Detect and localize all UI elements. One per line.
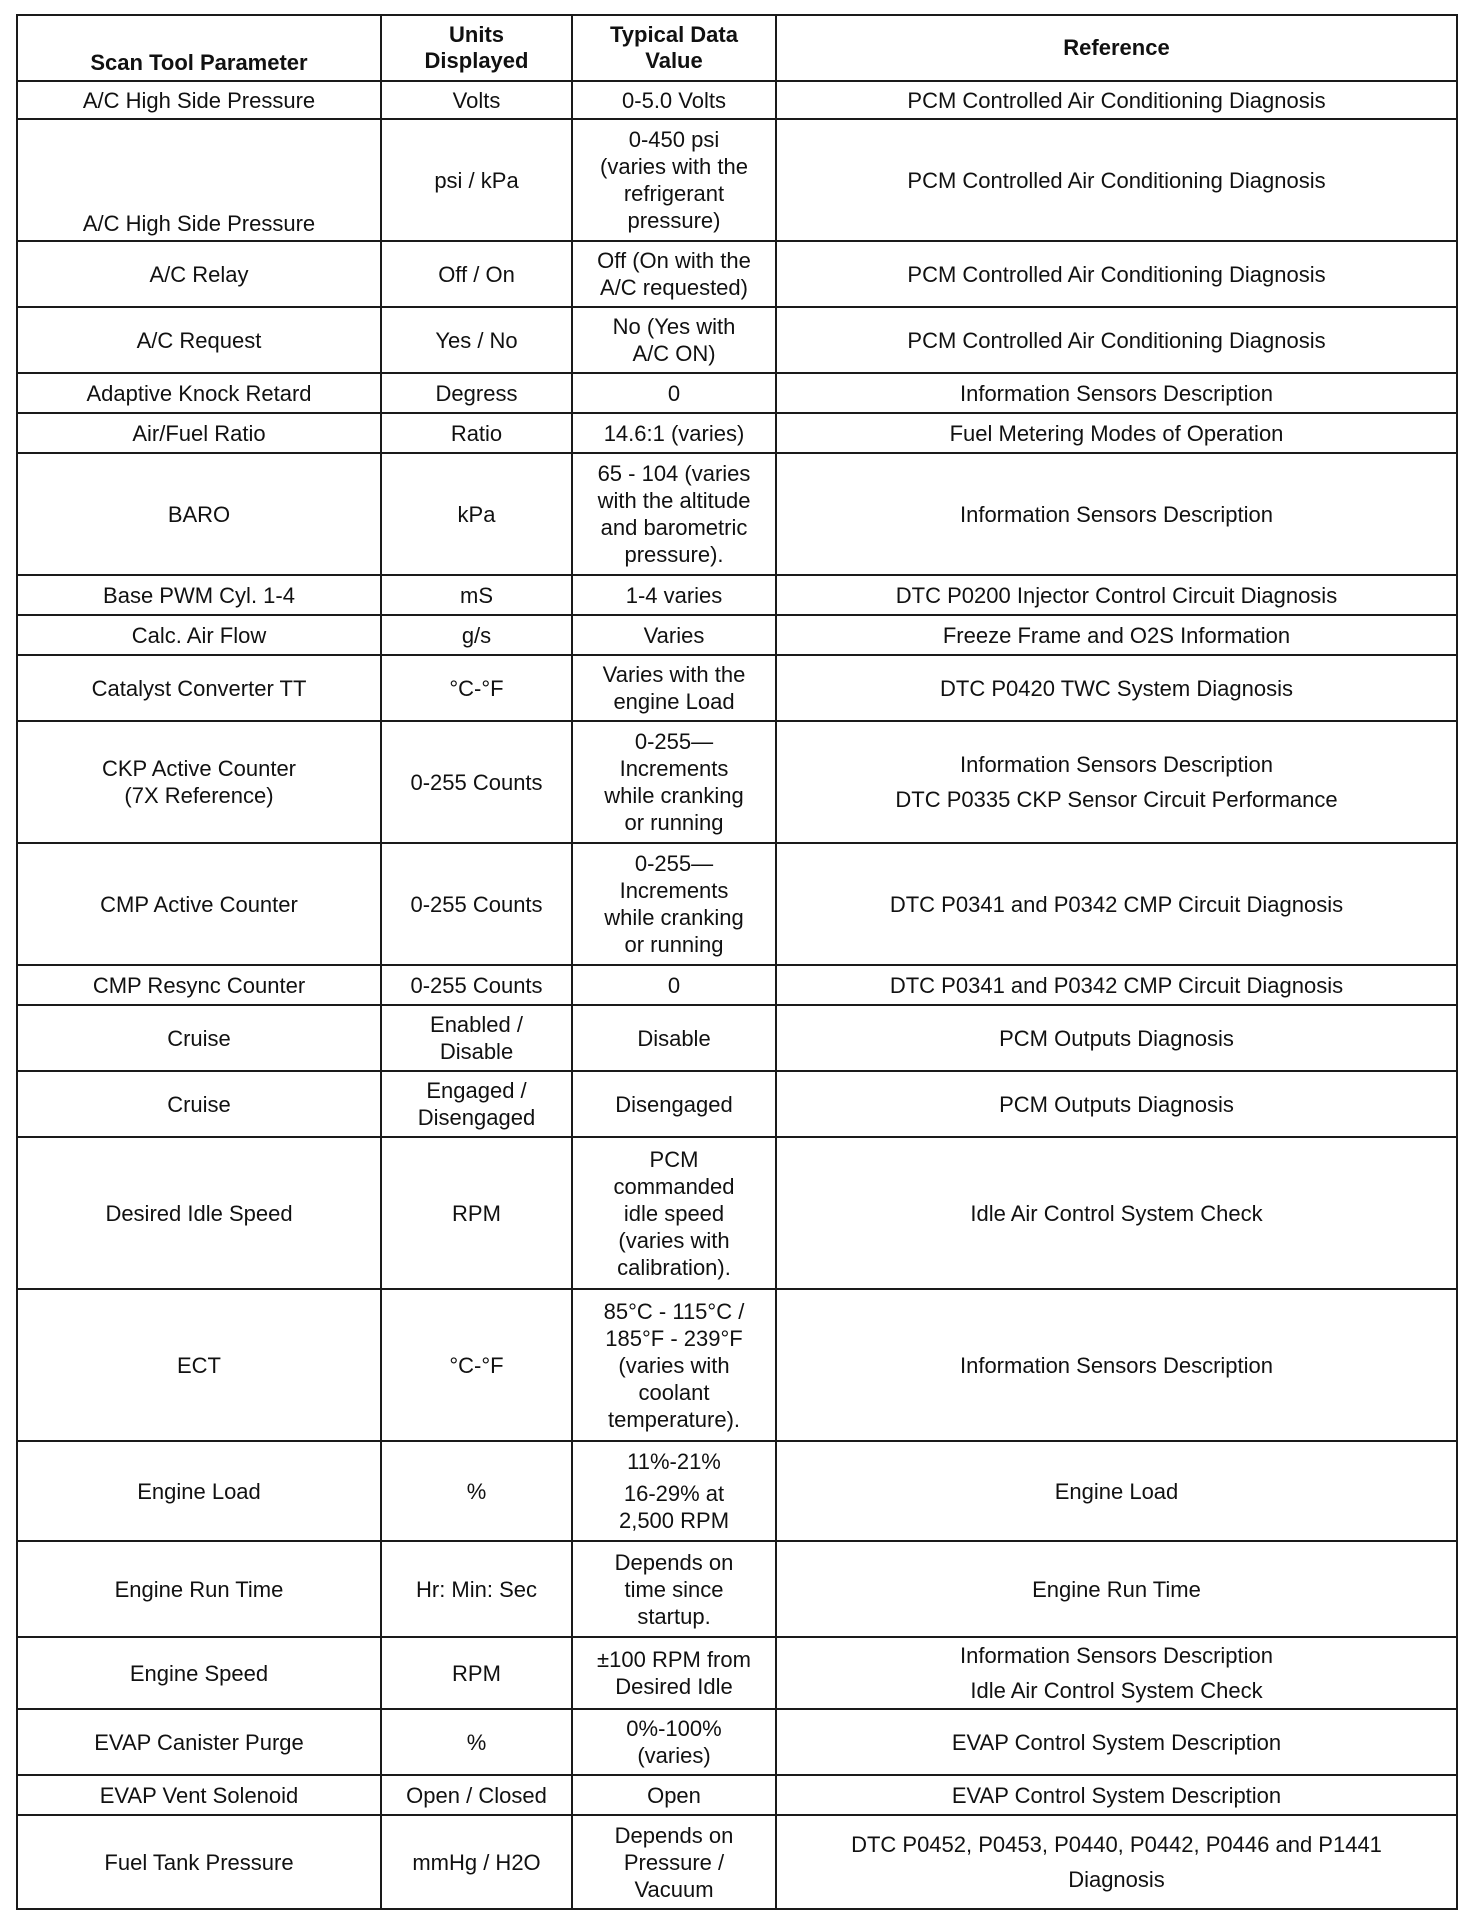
units-text-line: Disengaged xyxy=(417,1105,536,1130)
units-cell xyxy=(381,615,572,655)
value-text-line: Depends on xyxy=(614,1822,734,1848)
reference-cell xyxy=(776,965,1457,1005)
value-cell xyxy=(572,1137,776,1289)
value-text-line: (varies with xyxy=(618,1352,730,1378)
table-row xyxy=(17,1775,1457,1815)
parameter-cell xyxy=(17,413,381,453)
units-cell xyxy=(381,1709,572,1775)
parameter-cell xyxy=(17,241,381,307)
value-cell xyxy=(572,1775,776,1815)
table-row xyxy=(17,1005,1457,1071)
value-text-line: or running xyxy=(624,810,724,835)
reference-cell xyxy=(776,1541,1457,1637)
reference-text-line: Idle Air Control System Check xyxy=(970,1200,1263,1226)
header-reference: Reference xyxy=(776,15,1457,81)
value-text-line: idle speed xyxy=(623,1200,725,1226)
parameter-text-line: Base PWM Cyl. 1-4 xyxy=(103,582,295,608)
parameter-text-line: Cruise xyxy=(167,1091,231,1117)
reference-text-line: PCM Controlled Air Conditioning Diagnosis xyxy=(907,261,1326,287)
table-row xyxy=(17,615,1457,655)
table-row xyxy=(17,1815,1457,1909)
reference-cell xyxy=(776,1709,1457,1775)
value-text-line: 65 - 104 (varies xyxy=(597,461,751,486)
parameter-text-line: CMP Active Counter xyxy=(100,891,298,917)
value-text-line: Increments xyxy=(619,878,729,903)
value-text-line: A/C requested) xyxy=(600,275,748,300)
table-row xyxy=(17,1541,1457,1637)
parameter-cell xyxy=(17,655,381,721)
reference-cell xyxy=(776,575,1457,615)
units-cell xyxy=(381,1637,572,1709)
table-row xyxy=(17,575,1457,615)
reference-cell xyxy=(776,1289,1457,1441)
parameter-cell xyxy=(17,965,381,1005)
value-text-line: (varies with the xyxy=(600,154,748,179)
header-value-line2: Value xyxy=(645,48,703,73)
table-row xyxy=(17,453,1457,575)
reference-text-line: Information Sensors Description xyxy=(959,380,1274,406)
units-text-line: 0-255 Counts xyxy=(410,972,543,998)
reference-cell xyxy=(776,1137,1457,1289)
line-gap xyxy=(782,1858,1451,1866)
parameter-cell xyxy=(17,453,381,575)
value-text-line: pressure) xyxy=(627,208,721,233)
reference-text-line: PCM Controlled Air Conditioning Diagnosis xyxy=(907,167,1326,193)
table-row xyxy=(17,965,1457,1005)
table-row xyxy=(17,241,1457,307)
value-text-line: 14.6:1 (varies) xyxy=(603,420,745,446)
parameter-cell xyxy=(17,1005,381,1071)
value-cell xyxy=(572,413,776,453)
line-gap xyxy=(782,1669,1451,1677)
value-text-line: 0-450 psi xyxy=(628,127,720,152)
reference-text-line: Fuel Metering Modes of Operation xyxy=(949,420,1284,446)
value-text-line: 1-4 varies xyxy=(625,582,723,608)
parameter-text-line: Engine Run Time xyxy=(114,1576,284,1602)
value-text-line: Varies xyxy=(643,622,705,648)
reference-text-line: Idle Air Control System Check xyxy=(970,1678,1263,1703)
parameter-cell xyxy=(17,119,381,241)
parameter-cell xyxy=(17,1775,381,1815)
value-text-line: Varies with the xyxy=(602,662,746,687)
parameter-text-line: A/C Request xyxy=(136,327,262,353)
parameter-text-line: Engine Speed xyxy=(129,1660,269,1686)
parameter-text-line: CKP Active Counter xyxy=(101,756,297,781)
line-gap xyxy=(782,778,1451,786)
reference-cell xyxy=(776,721,1457,843)
value-text-line: refrigerant xyxy=(623,181,725,206)
table-row xyxy=(17,1289,1457,1441)
reference-text-line: Freeze Frame and O2S Information xyxy=(942,622,1291,648)
value-text-line: A/C ON) xyxy=(632,341,716,366)
value-text-line: Vacuum xyxy=(634,1876,714,1902)
units-cell xyxy=(381,1005,572,1071)
units-cell xyxy=(381,81,572,119)
value-text-line: Desired Idle xyxy=(615,1674,733,1699)
value-text-line: 0%-100% xyxy=(626,1716,722,1741)
reference-text-line: Information Sensors Description xyxy=(959,752,1274,777)
units-text-line: °C-°F xyxy=(449,1352,504,1378)
reference-cell xyxy=(776,413,1457,453)
reference-cell xyxy=(776,1071,1457,1137)
parameter-cell xyxy=(17,307,381,373)
units-cell xyxy=(381,1441,572,1541)
reference-cell xyxy=(776,615,1457,655)
units-text-line: Enabled / xyxy=(430,1012,523,1037)
value-text-line: Open xyxy=(647,1782,701,1808)
value-text-line: PCM xyxy=(649,1146,699,1172)
table-row xyxy=(17,655,1457,721)
units-cell xyxy=(381,1289,572,1441)
value-cell xyxy=(572,1289,776,1441)
value-cell xyxy=(572,843,776,965)
parameter-cell xyxy=(17,373,381,413)
reference-cell xyxy=(776,119,1457,241)
parameter-text-line: BARO xyxy=(167,501,231,527)
header-typical-data-value xyxy=(572,15,776,81)
parameter-text-line: A/C Relay xyxy=(149,261,249,287)
reference-text-line: DTC P0452, P0453, P0440, P0442, P0446 and P1441 xyxy=(851,1832,1382,1857)
units-cell xyxy=(381,307,572,373)
units-text-line: g/s xyxy=(461,622,492,648)
reference-cell xyxy=(776,1637,1457,1709)
parameter-cell xyxy=(17,81,381,119)
reference-text-line: Engine Run Time xyxy=(1032,1576,1201,1602)
header-units-displayed xyxy=(381,15,572,81)
units-cell xyxy=(381,721,572,843)
reference-cell xyxy=(776,1775,1457,1815)
reference-text-line: PCM Controlled Air Conditioning Diagnosis xyxy=(907,87,1326,113)
value-text-line: 2,500 RPM xyxy=(618,1508,730,1533)
value-cell xyxy=(572,373,776,413)
parameter-text-line: Cruise xyxy=(167,1025,231,1051)
reference-cell xyxy=(776,241,1457,307)
value-cell xyxy=(572,1815,776,1909)
value-text-line: coolant xyxy=(638,1379,710,1405)
value-text-line: with the altitude xyxy=(597,488,751,513)
units-text-line: psi / kPa xyxy=(434,167,519,193)
header-units-line2: Displayed xyxy=(424,48,529,73)
units-text-line: RPM xyxy=(452,1200,501,1226)
reference-text-line: DTC P0341 and P0342 CMP Circuit Diagnosis xyxy=(889,891,1344,917)
reference-text-line: Information Sensors Description xyxy=(959,1352,1274,1378)
parameter-cell xyxy=(17,1637,381,1709)
value-text-line: calibration). xyxy=(617,1254,731,1280)
reference-cell xyxy=(776,1441,1457,1541)
parameter-cell xyxy=(17,1709,381,1775)
parameter-text-line: A/C High Side Pressure xyxy=(82,87,316,113)
parameter-text-line: EVAP Vent Solenoid xyxy=(99,1782,299,1808)
reference-text-line: DTC P0200 Injector Control Circuit Diagnosis xyxy=(895,582,1338,608)
table-row xyxy=(17,1637,1457,1709)
parameter-text-line: EVAP Canister Purge xyxy=(94,1729,304,1755)
units-cell xyxy=(381,1775,572,1815)
value-text-line: Disengaged xyxy=(615,1091,733,1117)
parameter-cell xyxy=(17,615,381,655)
value-text-line: ±100 RPM from xyxy=(597,1647,751,1672)
value-cell xyxy=(572,965,776,1005)
reference-text-line: PCM Controlled Air Conditioning Diagnosis xyxy=(907,327,1326,353)
units-cell xyxy=(381,373,572,413)
value-text-line: Increments xyxy=(619,756,729,781)
value-text-line: Off (On with the xyxy=(597,248,751,273)
parameter-text-line: CMP Resync Counter xyxy=(92,972,306,998)
reference-cell xyxy=(776,1005,1457,1071)
parameter-cell xyxy=(17,575,381,615)
parameter-text-line: Air/Fuel Ratio xyxy=(132,420,266,446)
value-text-line: 85°C - 115°C / xyxy=(603,1298,745,1324)
table-row xyxy=(17,1071,1457,1137)
value-text-line: 0-255— xyxy=(634,729,714,754)
header-units-line1: Units xyxy=(449,22,504,47)
units-text-line: Open / Closed xyxy=(406,1782,547,1808)
table-body xyxy=(17,81,1457,1909)
parameter-cell xyxy=(17,721,381,843)
value-text-line: and barometric xyxy=(600,515,748,540)
value-text-line: startup. xyxy=(637,1603,711,1629)
units-cell xyxy=(381,655,572,721)
parameter-text-line: Fuel Tank Pressure xyxy=(104,1849,294,1875)
value-text-line: Depends on xyxy=(614,1549,734,1575)
value-cell xyxy=(572,575,776,615)
header-row xyxy=(17,15,1457,81)
parameter-text-line: ECT xyxy=(177,1352,221,1378)
value-cell xyxy=(572,119,776,241)
units-text-line: mS xyxy=(460,582,493,608)
value-cell xyxy=(572,1441,776,1541)
units-text-line: Disable xyxy=(439,1039,514,1064)
reference-cell xyxy=(776,1815,1457,1909)
value-text-line: (varies with xyxy=(618,1227,730,1253)
units-text-line: 0-255 Counts xyxy=(410,891,543,917)
reference-cell xyxy=(776,655,1457,721)
table-row xyxy=(17,1441,1457,1541)
value-cell xyxy=(572,1709,776,1775)
units-text-line: kPa xyxy=(457,501,496,527)
value-text-line: 0-5.0 Volts xyxy=(622,87,726,113)
units-text-line: Hr: Min: Sec xyxy=(415,1576,538,1602)
units-text-line: Ratio xyxy=(450,420,503,446)
reference-text-line: PCM Outputs Diagnosis xyxy=(999,1025,1234,1051)
parameter-text-line: Calc. Air Flow xyxy=(131,622,267,648)
reference-cell xyxy=(776,453,1457,575)
value-text-line: commanded xyxy=(613,1173,735,1199)
table-row xyxy=(17,1709,1457,1775)
value-cell xyxy=(572,1541,776,1637)
units-text-line: 0-255 Counts xyxy=(410,769,543,795)
value-text-line: 0-255— xyxy=(634,851,714,876)
units-text-line: Engaged / xyxy=(426,1078,527,1103)
units-cell xyxy=(381,1071,572,1137)
reference-text-line: DTC P0335 CKP Sensor Circuit Performance xyxy=(895,787,1338,812)
reference-cell xyxy=(776,307,1457,373)
reference-text-line: Diagnosis xyxy=(1068,1867,1165,1892)
units-cell xyxy=(381,1815,572,1909)
parameter-cell xyxy=(17,1071,381,1137)
value-text-line: 16-29% at xyxy=(623,1481,725,1506)
table-row xyxy=(17,373,1457,413)
reference-text-line: PCM Outputs Diagnosis xyxy=(999,1091,1234,1117)
reference-text-line: DTC P0341 and P0342 CMP Circuit Diagnosis xyxy=(889,972,1344,998)
units-text-line: Volts xyxy=(452,87,501,113)
units-cell xyxy=(381,413,572,453)
value-text-line: 0 xyxy=(667,380,681,406)
value-text-line: Disable xyxy=(637,1025,711,1051)
reference-cell xyxy=(776,843,1457,965)
parameter-cell xyxy=(17,1289,381,1441)
table-row xyxy=(17,307,1457,373)
table-row xyxy=(17,413,1457,453)
units-cell xyxy=(381,1541,572,1637)
units-text-line: RPM xyxy=(452,1660,501,1686)
reference-text-line: Information Sensors Description xyxy=(959,501,1274,527)
reference-text-line: EVAP Control System Description xyxy=(951,1729,1282,1755)
value-text-line: while cranking xyxy=(604,905,744,930)
units-text-line: Off / On xyxy=(438,261,515,287)
parameter-cell xyxy=(17,843,381,965)
value-text-line: No (Yes with xyxy=(612,314,736,339)
value-cell xyxy=(572,453,776,575)
value-cell xyxy=(572,1637,776,1709)
value-cell xyxy=(572,1071,776,1137)
units-text-line: mmHg / H2O xyxy=(412,1849,541,1875)
reference-text-line: DTC P0420 TWC System Diagnosis xyxy=(940,675,1293,701)
units-cell xyxy=(381,965,572,1005)
value-cell xyxy=(572,81,776,119)
header-scan-tool-parameter: Scan Tool Parameter xyxy=(17,15,381,81)
value-cell xyxy=(572,1005,776,1071)
value-text-line: temperature). xyxy=(607,1406,741,1432)
parameter-cell xyxy=(17,1815,381,1909)
table-row xyxy=(17,119,1457,241)
reference-text-line: EVAP Control System Description xyxy=(951,1782,1282,1808)
value-text-line: 11%-21% xyxy=(627,1449,721,1474)
value-cell xyxy=(572,307,776,373)
parameter-text-line: Engine Load xyxy=(137,1478,261,1504)
units-cell xyxy=(381,241,572,307)
parameter-cell xyxy=(17,1541,381,1637)
value-text-line: while cranking xyxy=(604,783,744,808)
reference-text-line: Engine Load xyxy=(1054,1478,1179,1504)
scan-tool-data-table xyxy=(16,14,1458,1910)
units-text-line: Yes / No xyxy=(435,327,518,353)
units-text-line: Degress xyxy=(435,380,518,406)
parameter-text-line: Catalyst Converter TT xyxy=(91,675,307,701)
table-row xyxy=(17,721,1457,843)
value-text-line: (varies) xyxy=(637,1743,711,1768)
value-text-line: engine Load xyxy=(613,689,735,714)
units-text-line: % xyxy=(466,1729,487,1755)
parameter-text-line: Desired Idle Speed xyxy=(105,1200,293,1226)
parameter-cell xyxy=(17,1137,381,1289)
units-text-line: % xyxy=(466,1478,487,1504)
units-cell xyxy=(381,575,572,615)
reference-cell xyxy=(776,373,1457,413)
parameter-text-line: A/C High Side Pressure xyxy=(82,211,316,236)
value-text-line: 185°F - 239°F xyxy=(605,1325,743,1351)
parameter-text-line: Adaptive Knock Retard xyxy=(86,380,312,406)
value-cell xyxy=(572,721,776,843)
value-cell xyxy=(572,655,776,721)
units-cell xyxy=(381,1137,572,1289)
value-cell xyxy=(572,241,776,307)
reference-text-line: Information Sensors Description xyxy=(959,1643,1274,1668)
value-text-line: Pressure / xyxy=(623,1849,725,1875)
units-cell xyxy=(381,119,572,241)
parameter-text-line: (7X Reference) xyxy=(124,783,274,808)
reference-cell xyxy=(776,81,1457,119)
units-cell xyxy=(381,843,572,965)
value-text-line: 0 xyxy=(667,972,681,998)
table-row xyxy=(17,1137,1457,1289)
parameter-cell xyxy=(17,1441,381,1541)
table-row xyxy=(17,843,1457,965)
units-text-line: °C-°F xyxy=(449,675,504,701)
value-cell xyxy=(572,615,776,655)
value-text-line: or running xyxy=(624,932,724,957)
header-value-line1: Typical Data xyxy=(610,22,738,47)
value-text-line: time since xyxy=(624,1576,724,1602)
table-row xyxy=(17,81,1457,119)
units-cell xyxy=(381,453,572,575)
value-text-line: pressure). xyxy=(624,542,724,567)
